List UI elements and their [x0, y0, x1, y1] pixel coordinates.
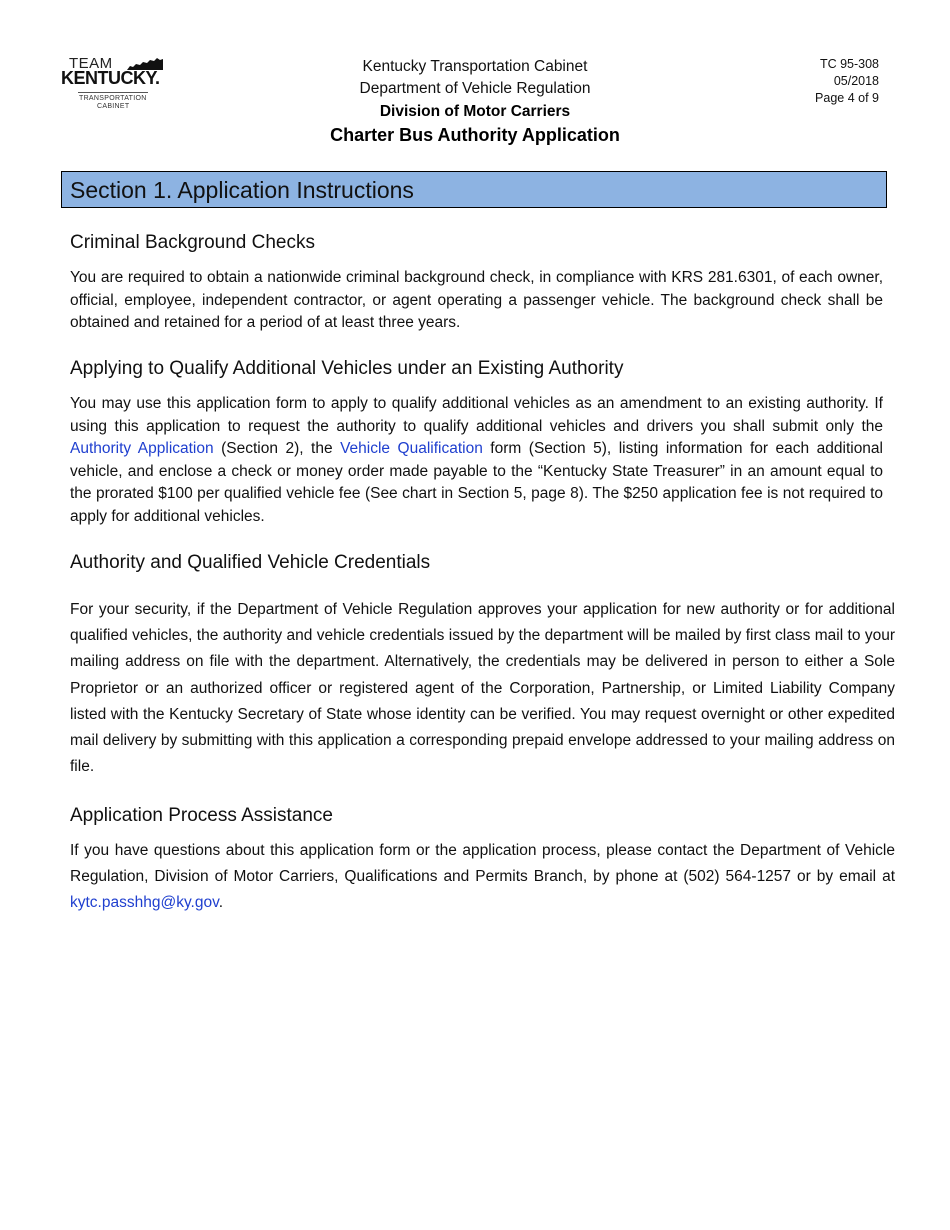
logo-subtitle-1: TRANSPORTATION [79, 95, 147, 102]
additional-text-1: You may use this application form to apply to qualify additional vehicles as an amendment to an existing authority. If using this application to request the authority to qualify additional vehicles and drivers you shall submit only the [70, 395, 883, 435]
additional-text-2: (Section 2), the [213, 440, 341, 458]
additional-text [70, 393, 883, 529]
division-name: Division of Motor Carriers [379, 103, 571, 120]
vehicle-qualification-link[interactable]: Vehicle Qualification [340, 440, 483, 458]
credentials-heading: Authority and Qualified Vehicle Credentials [70, 552, 431, 573]
form-date: 05/2018 [833, 74, 879, 88]
logo-team-text: TEAM [69, 55, 113, 72]
additional-heading: Applying to Qualify Additional Vehicles under an Existing Authority [70, 358, 624, 379]
assistance-text [70, 838, 895, 917]
assistance-text-end: . [218, 894, 224, 912]
logo-kentucky-text: KENTUCKY. [61, 68, 160, 88]
page-number: Page 4 of 9 [815, 91, 879, 105]
additional-text-3: form (Section 5), listing information for each additional vehicle, and enclose a check or money order made payable to the “Kentucky State Treasurer” in an amount equal to the prorated $100 per qualified vehicle fee (See chart in Section 5, page 8). The $250 application fee is not required to apply for additional vehicles. [70, 440, 883, 525]
assistance-text-body: If you have questions about this application form or the application process, please contact the Department of Vehicle Regulation, Division of Motor Carriers, Qualifications and Permits Branch, by phone at (502) 564-1257 or by email at [70, 842, 895, 886]
department-name: Department of Vehicle Regulation [359, 80, 591, 97]
logo-subtitle-2: CABINET [97, 103, 130, 110]
email-link[interactable]: kytc.passhhg@ky.gov [70, 894, 219, 912]
agency-name: Kentucky Transportation Cabinet [362, 58, 588, 75]
form-title: Charter Bus Authority Application [330, 125, 620, 145]
criminal-heading: Criminal Background Checks [70, 232, 315, 253]
authority-application-link[interactable]: Authority Application [70, 440, 214, 458]
form-number: TC 95-308 [819, 57, 879, 71]
credentials-text: For your security, if the Department of Vehicle Regulation approves your application for new authority or for additional qualified vehicles, the authority and vehicle credentials issued by the department will be mailed by first class mail to your mailing address on file with the department. Alternatively, the credentials may be delivered in person to either a Sole Proprietor or an authorized officer or registered agent of the Corporation, Partnership, or Limited Liability Company listed with the Kentucky Secretary of State whose identity can be verified. You may request overnight or other expedited mail delivery by submitting with this application a corresponding prepaid envelope addressed to your mailing address on file. [70, 601, 895, 776]
section-header [61, 171, 887, 208]
criminal-text: You are required to obtain a nationwide criminal background check, in compliance with KRS 281.6301, of each owner, official, employee, independent contractor, or agent operating a passenger vehicle. The background check shall be obtained and retained for a period of at least three years. [70, 269, 883, 332]
assistance-heading: Application Process Assistance [70, 805, 333, 826]
section-title: Section 1. Application Instructions [70, 177, 414, 203]
form-info [815, 56, 879, 107]
